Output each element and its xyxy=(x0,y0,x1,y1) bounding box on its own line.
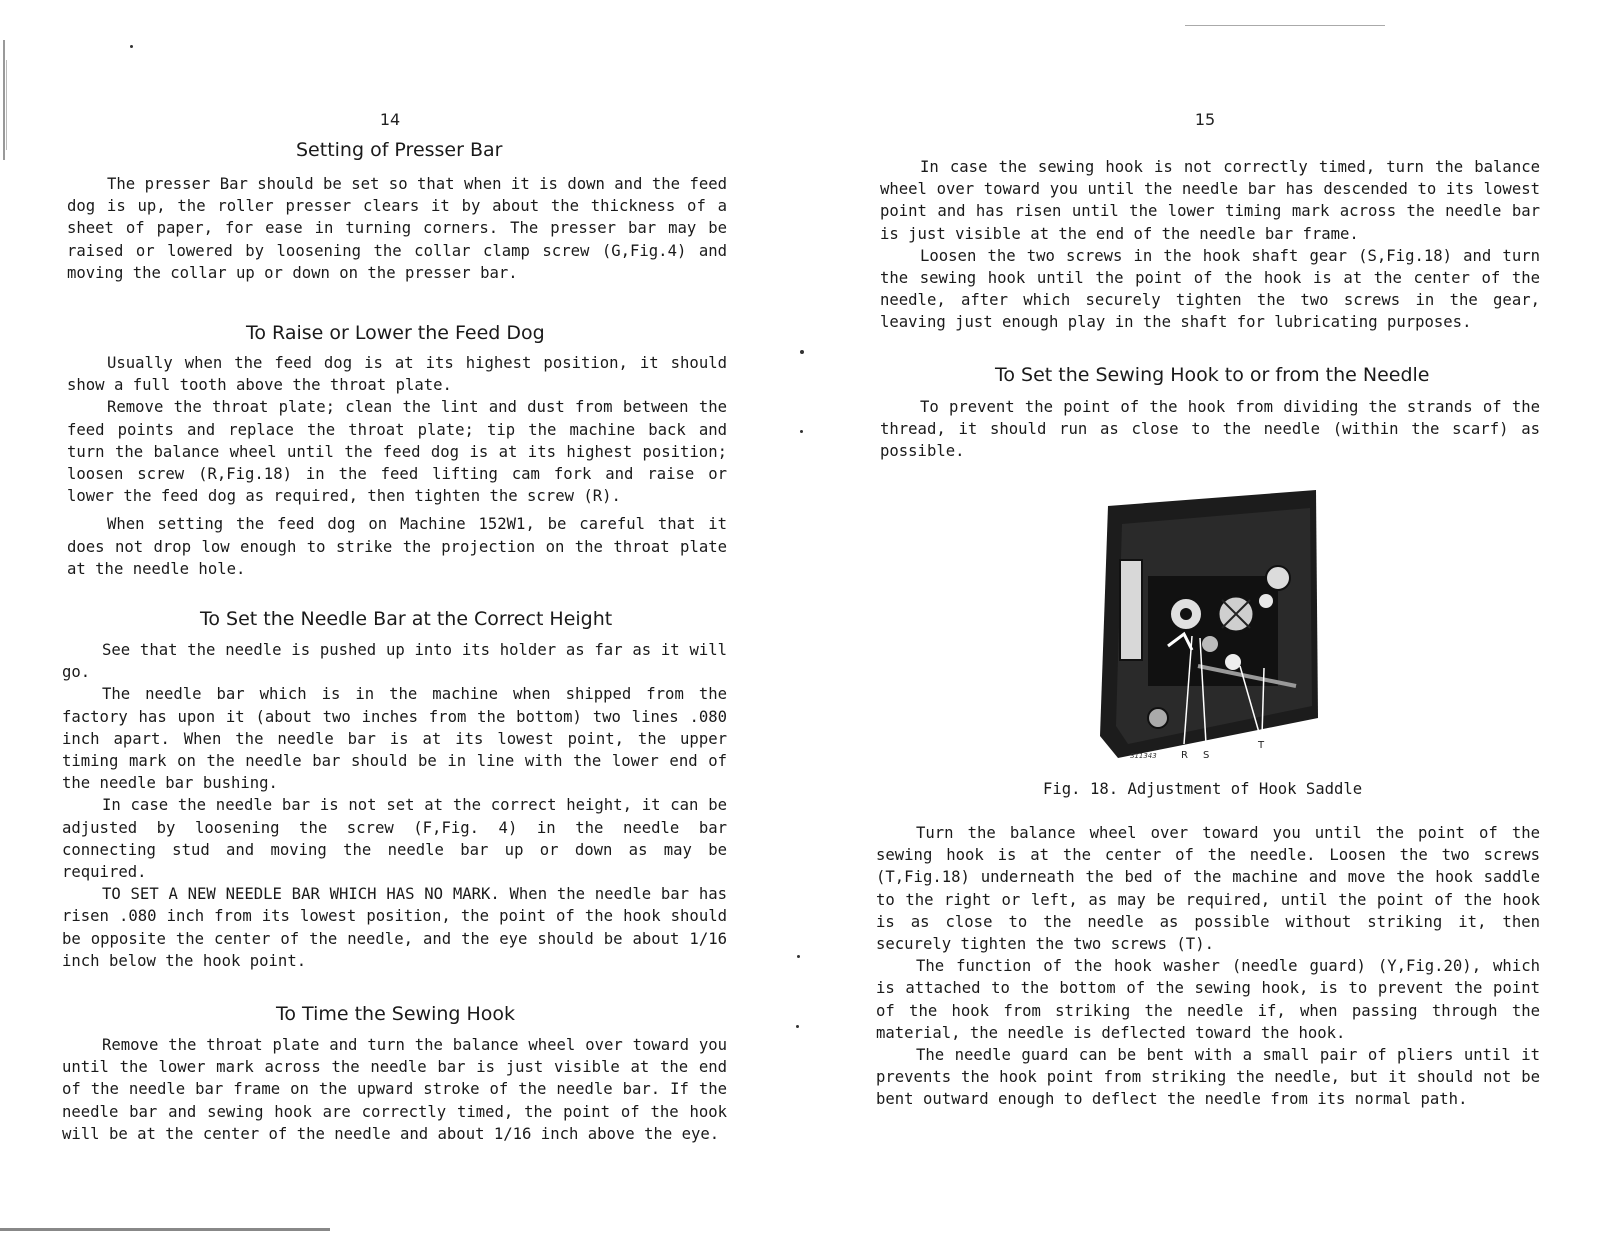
paragraph: Loosen the two screws in the hook shaft gear (S,Fig.18) and turn the sewing hook until the point of the hook is at the center of the needle, after which securely tighten the two screws in the gear, leaving just enough play in the shaft for lubricating purposes. xyxy=(880,246,1540,332)
heading-feed-dog: To Raise or Lower the Feed Dog xyxy=(246,322,545,344)
machine-underside-illustration xyxy=(1088,486,1328,768)
page-number-left: 14 xyxy=(379,110,401,129)
page-number-right: 15 xyxy=(1194,110,1216,129)
closing-body xyxy=(876,822,1540,1111)
paragraph: The function of the hook washer (needle guard) (Y,Fig.20), which is attached to the bottom of the sewing hook, is to prevent the point of the hook from striking the needle if, when passing through the material, the needle is deflected toward the hook. xyxy=(876,957,1540,1042)
hook-saddle-photo xyxy=(1088,486,1328,768)
right-page xyxy=(800,0,1600,1237)
label-r: R xyxy=(1181,750,1188,761)
section-hook-to-needle-body xyxy=(880,396,1540,463)
paragraph: TO SET A NEW NEEDLE BAR WHICH HAS NO MARK. When the needle bar has risen .080 inch from its lowest position, the point of the hook should be opposite the center of the needle, and the eye should be about 1/16 inch below the hook point. xyxy=(62,885,727,970)
figure-caption: Fig. 18. Adjustment of Hook Saddle xyxy=(1043,780,1363,798)
paragraph: Remove the throat plate and turn the balance wheel over toward you until the lower mark across the needle bar is just visible at the end of the needle bar frame on the upward stroke of the needle bar. If the needle bar and sewing hook are correctly timed, the point of the hook will be at the center of the needle and about 1/16 inch above the eye. xyxy=(62,1036,727,1143)
heading-presser-bar: Setting of Presser Bar xyxy=(296,139,503,161)
heading-time-sewing-hook: To Time the Sewing Hook xyxy=(276,1003,516,1025)
label-s: S xyxy=(1203,750,1210,761)
paragraph: In case the sewing hook is not correctly timed, turn the balance wheel over toward you until the needle bar has descended to its lowest point and has risen until the lower timing mark across the needle bar is just visible at the end of the needle bar frame. xyxy=(880,158,1540,243)
label-t: T xyxy=(1258,740,1265,751)
photo-serial: S11343 xyxy=(1130,752,1157,760)
heading-hook-to-needle: To Set the Sewing Hook to or from the Needle xyxy=(995,364,1430,386)
paragraph: To prevent the point of the hook from dividing the strands of the thread, it should run as close to the needle (within the scarf) as possible. xyxy=(880,398,1540,461)
paragraph: Turn the balance wheel over toward you until the point of the sewing hook is at the center of the needle. Loosen the two screws (T,Fig.18) underneath the bed of the machine and move the hook saddle to the right or left, as may be required, until the point of the hook is as close to the needle as possible without striking it, then securely tighten the two screws (T). xyxy=(876,824,1540,954)
section-presser-bar-body xyxy=(67,173,727,284)
paragraph: The needle guard can be bent with a small pair of pliers until it prevents the hook point from striking the needle, but it should not be bent outward enough to deflect the needle from its normal path. xyxy=(876,1046,1540,1109)
paragraph: Usually when the feed dog is at its highest position, it should show a full tooth above the throat plate. xyxy=(67,354,727,395)
paragraph: In case the needle bar is not set at the correct height, it can be adjusted by loosening the screw (F,Fig. 4) in the needle bar connecting stud and moving the needle bar up or down as may be required. xyxy=(62,796,727,882)
paragraph: Remove the throat plate; clean the lint and dust from between the feed points and replace the throat plate; tip the machine back and turn the balance wheel until the feed dog is at its highest position; loosen screw (R,Fig.18) in the feed lifting cam fork and raise or lower the feed dog as required, then tighten the screw (R). xyxy=(67,398,727,506)
heading-needle-bar-height: To Set the Needle Bar at the Correct Height xyxy=(200,608,613,630)
paragraph: See that the needle is pushed up into its holder as far as it will go. xyxy=(62,641,727,682)
paragraph: When setting the feed dog on Machine 152W1, be careful that it does not drop low enough to strike the projection on the throat plate at the needle hole. xyxy=(67,515,727,578)
section-time-hook-body xyxy=(62,1034,727,1145)
intro-body xyxy=(880,156,1540,334)
section-feed-dog-body xyxy=(67,352,727,580)
section-needle-bar-body xyxy=(62,639,727,972)
paragraph: The presser Bar should be set so that when it is down and the feed dog is up, the roller presser clears it by about the thickness of a sheet of paper, for ease in turning corners. The presser bar may be raised or lowered by loosening the collar clamp screw (G,Fig.4) and moving the collar up or down on the presser bar. xyxy=(67,175,727,282)
paragraph: The needle bar which is in the machine when shipped from the factory has upon it (about two inches from the bottom) two lines .080 inch apart. When the needle bar is at its lowest point, the upper timing mark on the needle bar should be in line with the lower end of the needle bar bushing. xyxy=(62,685,727,793)
